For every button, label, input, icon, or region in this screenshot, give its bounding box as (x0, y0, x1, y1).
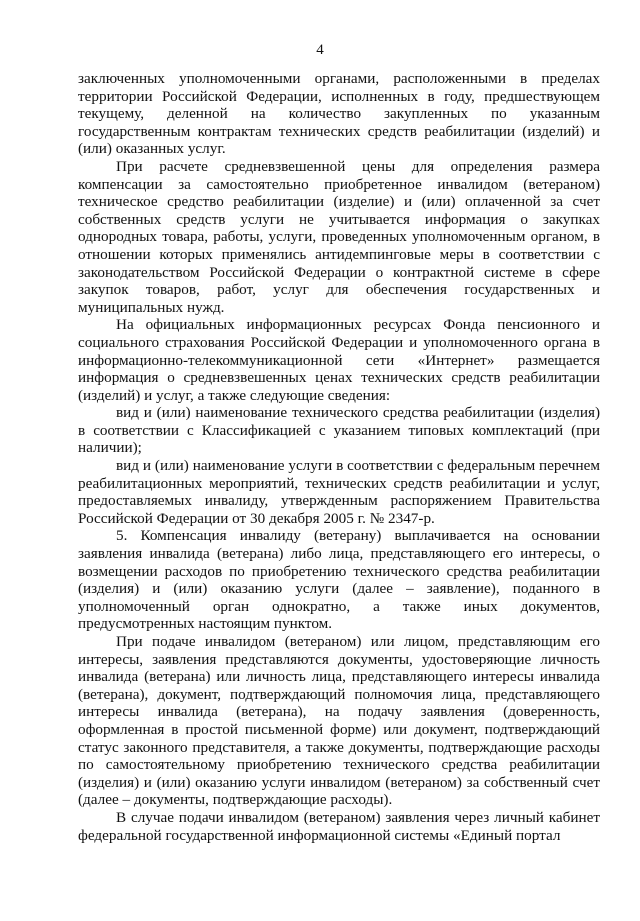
page-number: 4 (316, 42, 324, 58)
paragraph-device-type: вид и (или) наименование технического средства реабилитации (изделия) в соответствии с Классификацией с указанием типовых комплектаций (при наличии); (78, 404, 600, 457)
paragraph-documents: При подаче инвалидом (ветераном) или лицом, представляющим его интересы, заявления представляются документы, удостоверяющие личность инвалида (ветерана) или личность лица, представляющего интересы инвалида (ветерана), документ, подтверждающий полномочия лица, представляющего интересы инвалида (ветерана), на подачу заявления (доверенность, оформленная в простой письменной форме) или документ, подтверждающий статус законного представителя, а также документы, подтверждающие расходы по самостоятельному приобретению технического средства реабилитации (изделия) и (или) оказанию услуги инвалидом (ветераном) за собственный счет (далее – документы, подтверждающие расходы). (78, 633, 600, 809)
paragraph-personal-account: В случае подачи инвалидом (ветераном) заявления через личный кабинет федеральной государственной информационной системы «Единый портал (78, 808, 600, 844)
paragraph-weighted-price: При расчете средневзвешенной цены для определения размера компенсации за самостоятельно приобретенное инвалидом (ветераном) техническое средство реабилитации (изделие) и (или) оплаченной за счет собственных средств услуги не учитывается информация о закупках однородных товара, работы, услуги, проведенных уполномоченным органом, в отношении которых применялись антидемпинговые меры в соответствии с законодательством Российской Федерации о контрактной системе в сфере закупок товаров, работ, услуг для обеспечения государственных и муниципальных нужд. (78, 157, 600, 316)
document-body (78, 70, 600, 844)
paragraph-official-resources: На официальных информационных ресурсах Фонда пенсионного и социального страхования Российской Федерации и уполномоченного органа в информационно-телекоммуникационной сети «Интернет» размещается информация о средневзвешенных ценах технических средств реабилитации (изделий) и услуг, а также следующие сведения: (78, 316, 600, 404)
paragraph-service-type: вид и (или) наименование услуги в соответствии с федеральным перечнем реабилитационных мероприятий, технических средств реабилитации и услуг, предоставляемых инвалиду, утвержденным распоряжением Правительства Российской Федерации от 30 декабря 2005 г. № 2347-р. (78, 457, 600, 527)
paragraph-continuation: заключенных уполномоченными органами, расположенными в пределах территории Российской Федерации, исполненных в году, предшествующем текущему, деленной на количество закупленных по указанным государственным контрактам технических средств реабилитации (изделий) и (или) оказанных услуг. (78, 70, 600, 158)
paragraph-item-5: 5. Компенсация инвалиду (ветерану) выплачивается на основании заявления инвалида (ветерана) либо лица, представляющего его интересы, о возмещении расходов по приобретению технического средства реабилитации (изделия) и (или) оказанию услуги (далее – заявление), поданного в уполномоченный орган однократно, а также иных документов, предусмотренных настоящим пунктом. (78, 527, 600, 633)
